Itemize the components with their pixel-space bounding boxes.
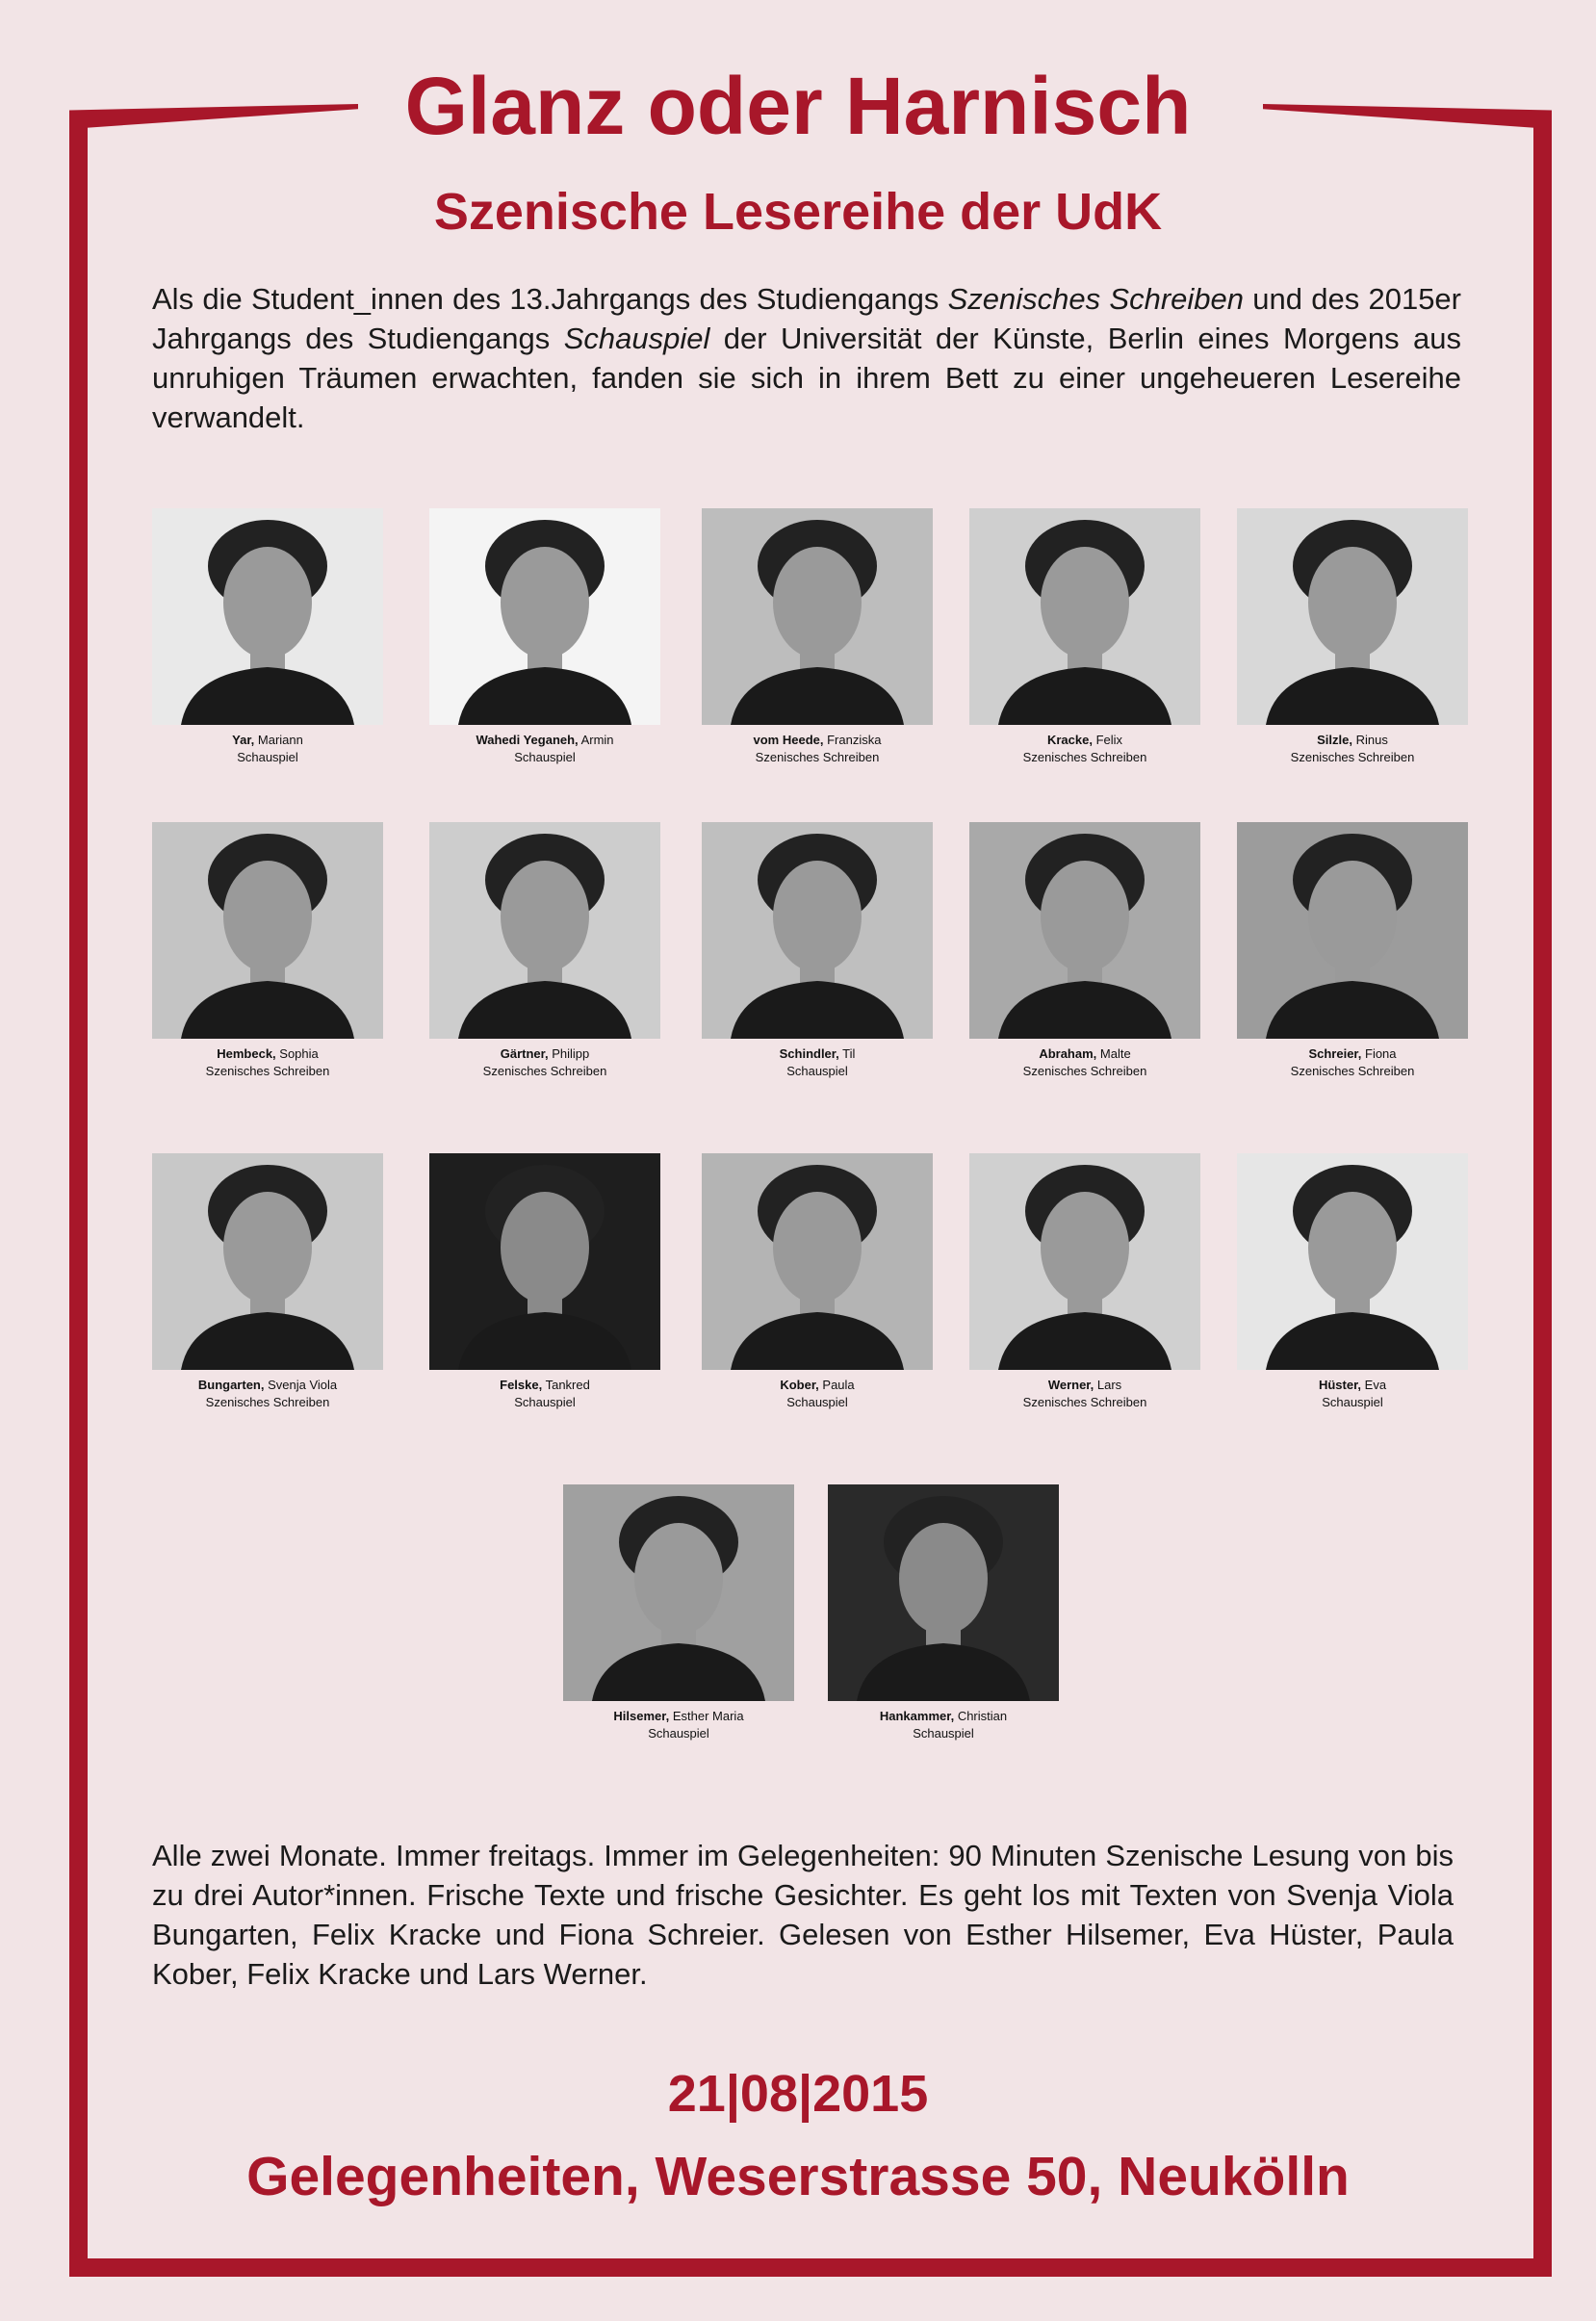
person-silhouette-icon (429, 1153, 660, 1370)
portrait-card (969, 822, 1200, 1080)
portrait-caption (1237, 1377, 1468, 1411)
portrait-card (152, 508, 383, 766)
person-last-name: Bungarten, (197, 1378, 265, 1392)
person-silhouette-icon (429, 822, 660, 1039)
portrait-photo (152, 822, 383, 1039)
portrait-card (1237, 822, 1468, 1080)
person-last-name: Kracke, (1046, 733, 1093, 747)
person-silhouette-icon (702, 1153, 933, 1370)
person-first-name: Til (838, 1046, 856, 1061)
person-last-name: Hankammer, (879, 1709, 955, 1723)
portrait-photo (152, 1153, 383, 1370)
portrait-photo (429, 822, 660, 1039)
person-last-name: Kober, (780, 1378, 819, 1392)
portrait-caption (969, 1045, 1200, 1080)
person-last-name: Yar, (232, 733, 255, 747)
person-last-name: Felske, (500, 1378, 543, 1392)
person-program: Szenisches Schreiben (205, 1064, 330, 1078)
portrait-caption (152, 732, 383, 766)
person-last-name: vom Heede, (753, 733, 824, 747)
portrait-caption (429, 1377, 660, 1411)
portrait-caption (1237, 732, 1468, 766)
event-venue: Gelegenheiten, Weserstrasse 50, Neukölln (246, 2146, 1350, 2207)
person-last-name: Hüster, (1318, 1378, 1362, 1392)
person-first-name: Esther Maria (669, 1709, 744, 1723)
person-program: Schauspiel (648, 1726, 709, 1741)
portrait-caption (1237, 1045, 1468, 1080)
person-first-name: Mariann (254, 733, 303, 747)
person-last-name: Hilsemer, (613, 1709, 670, 1723)
person-program: Szenisches Schreiben (1290, 750, 1415, 764)
person-silhouette-icon (969, 822, 1200, 1039)
person-silhouette-icon (152, 508, 383, 725)
portrait-card (702, 1153, 933, 1411)
intro-text-1: Als die Student_innen des 13.Jahrgangs des Studiengangs (152, 282, 948, 316)
portrait-card (429, 1153, 660, 1411)
portrait-caption (152, 1045, 383, 1080)
portrait-photo (1237, 1153, 1468, 1370)
portrait-card (702, 508, 933, 766)
person-first-name: Sophia (275, 1046, 319, 1061)
portrait-photo (1237, 822, 1468, 1039)
person-first-name: Armin (578, 733, 614, 747)
person-first-name: Lars (1094, 1378, 1122, 1392)
person-silhouette-icon (969, 1153, 1200, 1370)
person-program: Szenisches Schreiben (1022, 750, 1147, 764)
person-program: Szenisches Schreiben (755, 750, 880, 764)
portrait-card (702, 822, 933, 1080)
person-first-name: Felix (1092, 733, 1123, 747)
portrait-photo (152, 508, 383, 725)
person-last-name: Schreier, (1308, 1046, 1362, 1061)
person-program: Schauspiel (786, 1395, 848, 1409)
portrait-card (1237, 508, 1468, 766)
person-silhouette-icon (563, 1484, 794, 1701)
person-program: Szenisches Schreiben (205, 1395, 330, 1409)
person-first-name: Svenja Viola (264, 1378, 338, 1392)
person-silhouette-icon (969, 508, 1200, 725)
portrait-caption (969, 732, 1200, 766)
person-program: Szenisches Schreiben (482, 1064, 607, 1078)
person-first-name: Christian (954, 1709, 1008, 1723)
intro-text-2: und des 2015er Jahrgangs des Studiengangs (152, 282, 1461, 355)
event-date: 21|08|2015 (667, 2065, 929, 2123)
person-last-name: Abraham, (1039, 1046, 1097, 1061)
page-title: Glanz oder Harnisch (404, 61, 1192, 151)
person-last-name: Schindler, (779, 1046, 839, 1061)
person-program: Schauspiel (1322, 1395, 1383, 1409)
portrait-photo (429, 1153, 660, 1370)
portrait-caption (429, 732, 660, 766)
portrait-caption (702, 1377, 933, 1411)
person-program: Schauspiel (237, 750, 298, 764)
intro-paragraph (152, 279, 1461, 437)
portrait-card (152, 822, 383, 1080)
person-program: Szenisches Schreiben (1022, 1064, 1147, 1078)
portrait-card (1237, 1153, 1468, 1411)
portrait-caption (152, 1377, 383, 1411)
person-silhouette-icon (429, 508, 660, 725)
person-first-name: Paula (818, 1378, 855, 1392)
portrait-card (563, 1484, 794, 1742)
portrait-card (152, 1153, 383, 1411)
person-silhouette-icon (702, 822, 933, 1039)
portrait-card (828, 1484, 1059, 1742)
portrait-photo (969, 508, 1200, 725)
person-silhouette-icon (1237, 822, 1468, 1039)
portrait-caption (702, 1045, 933, 1080)
intro-emphasis-1: Szenisches Schreiben (947, 282, 1244, 316)
portrait-photo (429, 508, 660, 725)
person-last-name: Werner, (1047, 1378, 1094, 1392)
person-silhouette-icon (828, 1484, 1059, 1701)
portrait-card (969, 1153, 1200, 1411)
portrait-photo (828, 1484, 1059, 1701)
person-program: Szenisches Schreiben (1290, 1064, 1415, 1078)
portrait-caption (563, 1708, 794, 1742)
portrait-caption (429, 1045, 660, 1080)
person-silhouette-icon (1237, 508, 1468, 725)
frame-bottom (69, 2258, 1552, 2277)
portrait-photo (702, 1153, 933, 1370)
person-first-name: Tankred (542, 1378, 590, 1392)
portrait-photo (969, 822, 1200, 1039)
person-first-name: Fiona (1361, 1046, 1397, 1061)
person-first-name: Malte (1096, 1046, 1131, 1061)
person-last-name: Gärtner, (500, 1046, 549, 1061)
person-program: Schauspiel (514, 750, 576, 764)
person-program: Schauspiel (913, 1726, 974, 1741)
portrait-photo (1237, 508, 1468, 725)
event-description: Alle zwei Monate. Immer freitags. Immer im Gelegenheiten: 90 Minuten Szenische Lesung von bis zu drei Autor*innen. Frische Texte und frische Gesichter. Es geht los mit Texten von Svenja Viola Bungarten, Felix Kracke und Fiona Schreier. Gelesen von Esther Hilsemer, Eva Hüster, Paula Kober, Felix Kracke und Lars Werner. (152, 1839, 1454, 1991)
person-last-name: Silzle, (1317, 733, 1352, 747)
person-silhouette-icon (702, 508, 933, 725)
person-program: Schauspiel (514, 1395, 576, 1409)
portrait-caption (702, 732, 933, 766)
person-last-name: Wahedi Yeganeh, (476, 733, 579, 747)
intro-emphasis-2: Schauspiel (563, 322, 710, 355)
person-first-name: Franziska (823, 733, 882, 747)
frame-left (69, 111, 88, 2277)
portrait-card (969, 508, 1200, 766)
portrait-photo (702, 508, 933, 725)
portrait-caption (828, 1708, 1059, 1742)
person-first-name: Eva (1361, 1378, 1387, 1392)
person-silhouette-icon (152, 822, 383, 1039)
person-program: Szenisches Schreiben (1022, 1395, 1147, 1409)
portrait-card (429, 508, 660, 766)
person-silhouette-icon (1237, 1153, 1468, 1370)
person-first-name: Philipp (548, 1046, 590, 1061)
portrait-card (429, 822, 660, 1080)
portrait-photo (969, 1153, 1200, 1370)
portrait-photo (702, 822, 933, 1039)
intro-text-3: der Universität der Künste, Berlin eines Morgens aus unruhigen Träumen erwachten, fanden sie sich in ihrem Bett zu einer ungeheueren Lesereihe verwandelt. (152, 322, 1461, 434)
frame-right (1533, 111, 1552, 2277)
portrait-photo (563, 1484, 794, 1701)
person-silhouette-icon (152, 1153, 383, 1370)
page-subtitle: Szenische Lesereihe der UdK (433, 183, 1163, 241)
person-program: Schauspiel (786, 1064, 848, 1078)
person-last-name: Hembeck, (217, 1046, 276, 1061)
person-first-name: Rinus (1352, 733, 1388, 747)
portrait-caption (969, 1377, 1200, 1411)
